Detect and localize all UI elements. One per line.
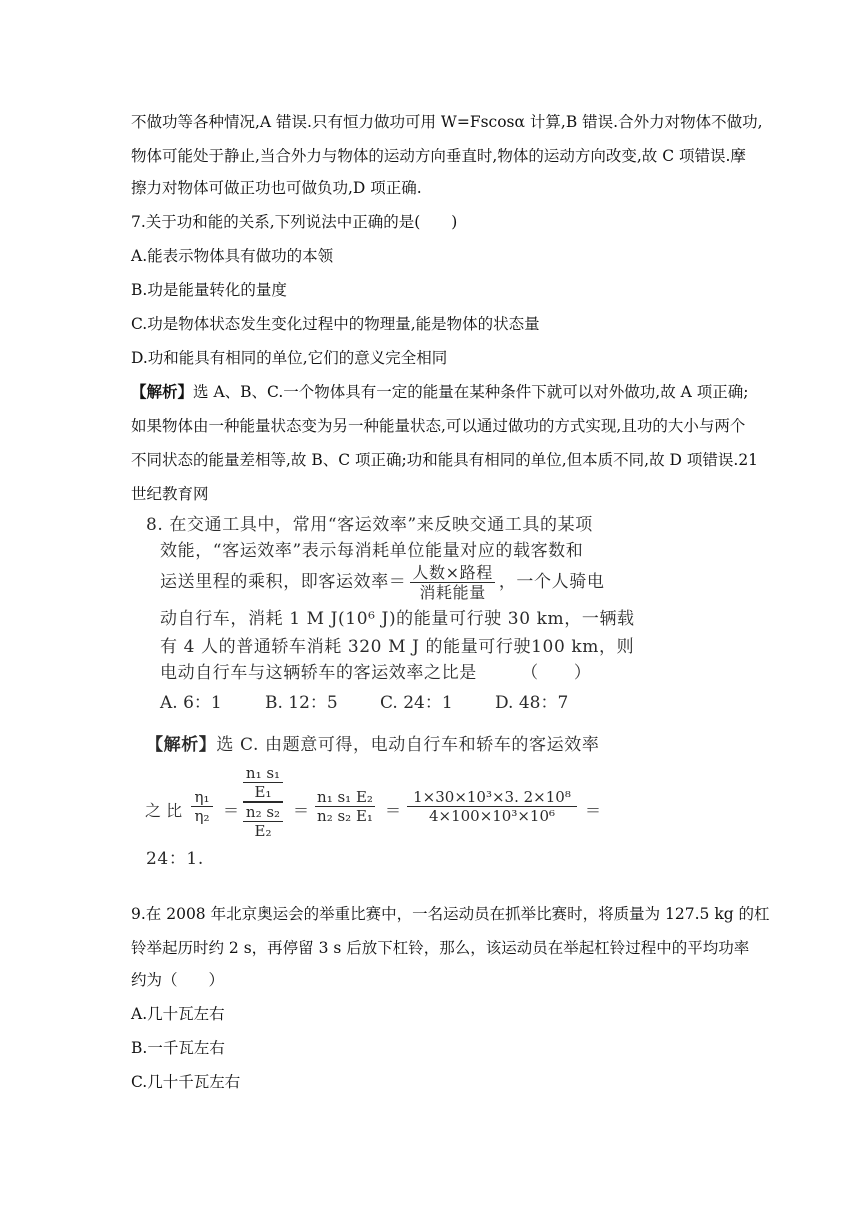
q8-line: 动自行车，消耗 1 M J(10⁶ J)的能量可行驶 30 km，一辆载 [160, 609, 635, 629]
efficiency-ratio-equation [145, 760, 605, 856]
q9-stem-line: 9.在 2008 年北京奥运会的举重比赛中，一名运动员在抓举比赛时，将质量为 127.5 kg 的杠 [131, 905, 770, 923]
n2s2: n₂ s₂ [243, 803, 283, 822]
n1s1: n₁ s₁ [243, 764, 283, 783]
q8-line: 效能，“客运效率”表示每消耗单位能量对应的载客数和 [160, 541, 584, 561]
text-line: 不做功等各种情况,A 错误.只有恒力做功可用 W=Fscosα 计算,B 错误.合外力对物体不做功, [131, 113, 763, 131]
q8-line: 8. 在交通工具中，常用“客运效率”来反映交通工具的某项 [146, 515, 593, 535]
q9-stem-line: 约为（ ） [131, 971, 225, 989]
q8-option-a: A. 6：1 [160, 693, 222, 713]
numeric-numerator: 1×30×10³×3. 2×10⁸ [407, 788, 577, 807]
equals-sign: ＝ [223, 801, 240, 820]
q8-line-with-fraction [160, 563, 604, 602]
q9-option-b: B.一千瓦左右 [131, 1039, 225, 1057]
q8-option-d: D. 48：7 [495, 693, 569, 713]
q7-option-c: C.功是物体状态发生变化过程中的物理量,能是物体的状态量 [131, 315, 540, 333]
q8-analysis-line [146, 734, 599, 756]
efficiency-fraction [410, 563, 494, 602]
simplified-denominator: n₂ s₂ E₁ [317, 807, 373, 825]
compound-denominator [243, 803, 283, 840]
q8-line: 电动自行车与这辆轿车的客运效率之比是 （ ） [160, 663, 592, 683]
text-line: 物体可能处于静止,当合外力与物体的运动方向垂直时,物体的运动方向改变,故 C 项错误.摩 [131, 147, 746, 165]
compound-numerator [243, 764, 283, 803]
q9-stem-line: 铃举起历时约 2 s，再停留 3 s 后放下杠铃，那么，该运动员在举起杠铃过程中的平均功率 [131, 939, 750, 957]
q7-analysis-line: 不同状态的能量差相等,故 B、C 项正确;功和能具有相同的单位,但本质不同,故 D 项错误.21 [131, 451, 759, 469]
analysis-text: 选 A、B、C.一个物体具有一定的能量在某种条件下就可以对外做功,故 A 项正确; [193, 383, 749, 401]
equals-sign: ＝ [293, 801, 310, 820]
compound-fraction [243, 764, 283, 840]
q8-option-b: B. 12：5 [265, 693, 338, 713]
eta-ratio [191, 788, 213, 825]
eta-1: η₁ [191, 788, 213, 807]
q9-option-c: C.几十千瓦左右 [131, 1073, 241, 1091]
numeric-denominator: 4×100×10³×10⁶ [428, 807, 556, 825]
ratio-prefix: 之 比 [145, 801, 183, 820]
q8-result: 24：1. [146, 849, 204, 869]
analysis-label: 【解析】 [131, 382, 194, 401]
q8-text: ，一个人骑电 [498, 572, 605, 592]
numeric-fraction [407, 788, 577, 825]
analysis-label: 【解析】 [146, 735, 217, 755]
eta-2: η₂ [194, 807, 210, 825]
q7-option-b: B.功是能量转化的量度 [131, 281, 287, 299]
e1: E₁ [254, 783, 272, 801]
q7-stem: 7.关于功和能的关系,下列说法中正确的是( ) [131, 213, 458, 231]
fraction-denominator: 消耗能量 [419, 583, 486, 602]
e2: E₂ [254, 822, 272, 840]
q7-option-d: D.功和能具有相同的单位,它们的意义完全相同 [131, 349, 448, 367]
analysis-text: 选 C. 由题意可得，电动自行车和轿车的客运效率 [216, 735, 600, 755]
q7-analysis-line: 世纪教育网 [131, 485, 209, 503]
q7-analysis-line: 如果物体由一种能量状态变为另一种能量状态,可以通过做功的方式实现,且功的大小与两个 [131, 417, 746, 435]
q9-option-a: A.几十瓦左右 [131, 1005, 225, 1023]
q8-text: 运送里程的乘积，即客运效率＝ [160, 572, 407, 592]
q7-analysis-line [131, 382, 748, 402]
text-line: 擦力对物体可做正功也可做负功,D 项正确. [131, 179, 422, 197]
fraction-numerator: 人数×路程 [412, 563, 493, 582]
q8-option-c: C. 24：1 [380, 693, 453, 713]
q7-option-a: A.能表示物体具有做功的本领 [131, 247, 334, 265]
equals-sign: ＝ [585, 801, 602, 820]
simplified-numerator: n₁ s₁ E₂ [315, 788, 375, 807]
simplified-fraction [315, 788, 375, 825]
equals-sign: ＝ [385, 801, 402, 820]
q8-line: 有 4 人的普通轿车消耗 320 M J 的能量可行驶100 km，则 [160, 637, 635, 657]
